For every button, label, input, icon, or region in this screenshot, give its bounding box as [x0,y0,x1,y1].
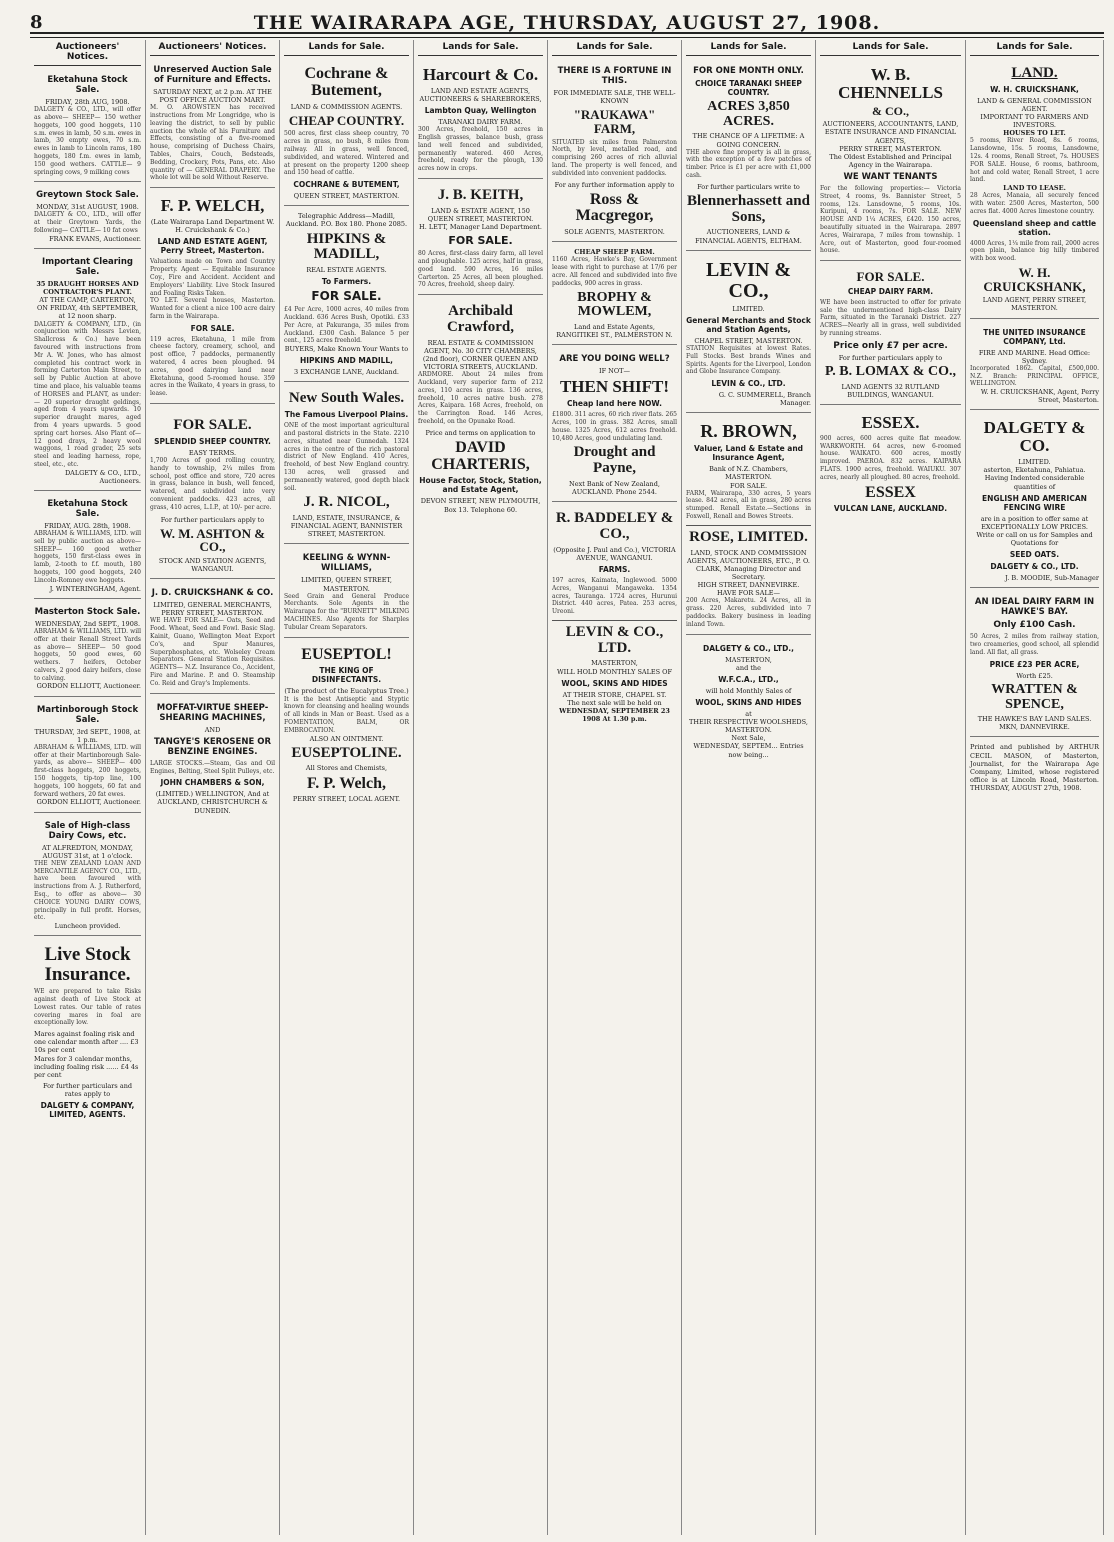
ad-jb-keith [418,182,543,295]
column-6 [682,40,816,1535]
ad-name2: W.F.C.A., LTD., [718,674,779,684]
ad-title: Greytown Stock Sale. [36,190,139,201]
ad-firm: JOHN CHAMBERS & SON, [160,778,265,788]
ad-name: EUSEPTOL! [301,645,392,663]
ad-furniture-auction [150,60,275,188]
ad-cheap-dairy-farm [820,264,961,405]
ad-will: will hold Monthly Sales of [705,686,792,695]
ad-body: THE above fine property is all in grass, with the exception of a few patches of timber. Price is £1 per acre with £1,000 cash. [686,148,811,180]
column-header: Lands for Sale. [284,40,409,56]
ad-date: FRIDAY, 28th AUG, 1908. [45,98,130,106]
ad-firmsub: House Factor, Stock, Station, and Estate Agent, [419,476,542,495]
ad-acres: ACRES 3,850 ACRES. [707,99,790,129]
ad-note: (The product of the Eucalyptus Tree.) [284,687,409,696]
ad-apply: For further particulars apply to [160,515,265,524]
ad-sub: REAL ESTATE AGENTS. [306,266,387,275]
ad-eketahuna-stock-sale [34,70,141,182]
ad-name: HIPKINS & MADILL, [306,230,387,263]
ad-greytown-stock-sale [34,185,141,249]
ad-cheap: Cheap land here NOW. [567,399,662,409]
ad-price: Price only £7 per acre. [833,340,948,351]
ad-r-baddeley [552,505,677,728]
ad-fp-welch [150,191,275,404]
ad-firm: J. R. NICOL, [303,494,390,511]
column-header: Lands for Sale. [418,40,543,56]
ad-body: WE are prepared to take Risks against death of Live Stock at Lowest rates. Our table of rates covering mares in foal are exceptionally low. [34,988,141,1027]
ad-farms: FARMS. [598,564,631,574]
ad-title: Sale of High-class Dairy Cows, etc. [44,820,131,841]
ad-firmsub: PERRY STREET, LOCAL AGENT. [292,795,401,804]
masthead [30,12,1104,34]
ad-date: WEDNESDAY, SEPTEM... Entries now being... [693,742,804,759]
ad-qld-body: 4000 Acres, 1¼ mile from rail, 2000 acres open plain, balance big hilly timbered with box wood. [970,239,1099,263]
ad-name: DALGETY & CO. [983,418,1086,456]
ad-dalgety-wfca [686,638,811,764]
ad-wire: ENGLISH AND AMERICAN FENCING WIRE [982,493,1087,512]
ad-hipkins-madill [284,209,409,382]
ad-firm: DALGETY & CO., LTD. [990,562,1079,572]
ad-sub: FOR IMMEDIATE SALE, THE WELL-KNOWN [553,89,676,106]
ad-footer: ESSEX [865,483,916,501]
ad-imp: IMPORTANT TO FARMERS AND INVESTORS. [980,113,1089,130]
ad-body: M. O. AROWSTEN has received instructions from Mr Longridge, who is leaving the district, to sell by public auction the whole of his Furniture and Effects, consisting of a five-roomed house, comprising of Duchess Chairs, Tables, Chairs, Couch, Bedsteads, Bedding, Crockery, Pots, Pans, etc. Also quantity of — GENERAL DRAPERY. The whole lot will be sold Without Reserve. [150,104,275,182]
ad-next: Next Sale, [731,734,766,743]
divider [686,525,811,526]
column-header: Auctioneers' Notices. [150,40,275,56]
divider [552,620,677,621]
ad-body: 5 rooms, River Road, 8s. 6 rooms, Lansdowne, 15s. 5 rooms, Lansdowne, 12s. 4 rooms, Renall Street, 7s. HOUSES FOR SALE. House, 6 rooms, bathroom, hot and cold water, Renall Street, 1 acre land. [970,137,1099,184]
ad-body: ABRAHAM & WILLIAMS, LTD. will offer at their Renall Street Yards as above— SHEEP— 50 good hoggets, 50 good ewes, 60 wethers. 7 heifers, October calvers, 2 good dairy heifers, close to calving. [34,627,141,682]
ad-firm: BROPHY & MOWLEM, [577,289,652,320]
column-2 [146,40,280,1535]
ad-sub: THE KING OF DISINFECTANTS. [311,666,382,685]
column-8 [966,40,1104,1535]
ad-seed: SEED OATS. [1009,550,1060,560]
ad-wool: WOOL, SKINS AND HIDES [695,697,802,707]
ad-addr: CHAPEL STREET, MASTERTON. [694,336,803,345]
ad-signoff: GORDON ELLIOTT, Auctioneer. [36,798,141,807]
ad-sold: All Stores and Chemists, [305,764,388,773]
ad-firmsub: Next Bank of New Zealand, AUCKLAND. Phone 2544. [569,479,660,497]
ad-title: THERE IS A FORTUNE IN THIS. [557,66,672,86]
ad-firmsub: LAND AGENTS 32 RUTLAND BUILDINGS, WANGANUI. [841,382,940,399]
ad-body: It is the best Antiseptic and Styptic known for cleansing and healing wounds of all kinds in Man or Beast. Used as a FOMENTATION, BALM, OR EMBROCATION. [284,695,409,734]
ad-name: Harcourt & Co. [422,65,539,84]
ad-body: 300 Acres, freehold, 150 acres in English grasses, balance bush, grass land well fenced and subdivided, permanently watered. 460 Acres, freehold, ready for the plough, 130 acres now in crops. [418,126,543,173]
ad-jd-cruickshank [150,582,275,693]
ad-date: WEDNESDAY, SEPTEMBER 23 1908 At 1.30 p.m. [559,706,670,724]
column-header: Lands for Sale. [552,40,677,56]
ad-body: For the following properties:— Victoria Street, 4 rooms, 9s. Bannister Street, 5 rooms, 12s. Lansdowne, 5 rooms, 10s. Kuripuni, 4 rooms, 7s. FOR SALE. NEW HOUSE AND 1¼ ACRES, £420. 150 acres, beautifully situated in the Wairarapa. 2897 Acres, Wairarapa, 7 miles from township. 1 Acre, out of Masterton, good four-roomed house. [820,185,961,255]
ad-body: Having Indented considerable quantities of [984,474,1085,491]
ad-title: CHEAP SHEEP FARM. [574,248,655,257]
ad-title: General Merchants and Stock and Station Agents, [686,315,811,334]
ad-will: WILL HOLD MONTHLY SALES OF [556,667,673,676]
ad-list: 119 acres, Eketahuna, 1 mile from cheese factory, creamery, school, and post office, 7 paddocks, permanently watered, 4 acres been ploughed. 94 acres, good dairying land near Eketahuna, good 5-roomed house. 359 acres in the Waikato, 4 years in grass, to lease. [150,335,275,398]
ad-name: W. H. CRUICKSHANK, [990,84,1079,94]
ad-tele: Telegraphic Address—Madill, Auckland. P.O. Box 180. Phone 2085. [285,212,408,229]
ad-forsale: FOR SALE. [448,234,513,248]
ad-also: ALSO AN OINTMENT. [309,734,384,743]
ad-wh-cruickshank [970,60,1099,319]
ad-sub: MASTERTON, [725,655,772,664]
ad-body: SITUATED six miles from Palmerston North, by level, metalled road, and comprising 260 acres of rich alluvial land. The property is well fenced, and subdivided into convenient paddocks. [552,138,677,177]
ad-addr: Lambton Quay, Wellington [424,106,537,116]
ad-body: DALGETY & COMPANY, LTD., (in conjunction with Messrs Levien, Shallcross & Co.) have been favoured with instructions from Mr A. W. Jones, who has almost completed his contract work in forming Carterton Main Street, to sell by Public Auction at above time and place, his valuable teams of HORSES and PLANT, as under:— 20 superior draught geldings, aged from 4 years upwards. 10 superior draught mares, aged from 4 years upwards. 5 good spring cart horses. Also Plant of— 12 good drays, 2 heavy wool waggons, 1 road grader, 25 sets steel and leading harness, rope, steel, etc., etc. [34,320,141,468]
column-header: Lands for Sale. [970,40,1099,56]
ad-chance: THE CHANCE OF A LIFETIME: A GOING CONCERN. [692,132,805,149]
ad-body: 900 acres, 600 acres quite flat meadow. WARKWORTH. 64 acres, new 6-roomed house. WAIKATO. 600 acres, mostly improved. PAEROA. 832 acres. KAIPARA FLATS. 1900 acres, freehold. WAIUKU. 307 acres, nearly all ploughed. 80 acres, freehold. [820,434,961,481]
ad-worth: Worth £25. [1016,671,1053,680]
ad-agent: W. H. CRUICKSHANK, Agent, Perry Street, Masterton. [980,388,1099,405]
ad-masterton-stock-sale [34,602,141,697]
ad-firm: DAVID CHARTERIS, [431,438,530,473]
ad-at: at [745,709,752,718]
insurance-rate-2: Mares for 3 calendar months, including foaling risk ...... £4 4s per cent [34,1054,139,1079]
ad-firm: LEVIN & CO., LTD. [565,623,664,656]
ad-body: ABRAHAM & WILLIAMS, LTD. will offer at their Martinborough Sale-yards, as above— SHEEP— 400 first-class hoggets, 200 hoggets, 150 hoggets, tip-top line, 100 hoggets, 100 hoggets, 60 fat and forward wethers, 20 fat ewes. [34,743,141,798]
column-7 [816,40,966,1535]
ad-footer: Luncheon provided. [54,922,121,931]
ad-manager: J. B. MOODIE, Sub-Manager [1005,574,1099,583]
ad-body: ONE of the most important agricultural and pastoral districts in the State. 2210 acres, situated near Gunnedah. 1324 acres in the centre of the rich pastoral district of New England. 410 Acres, freehold, of best New England country. 130 acres, well grassed and permanently watered, good depth black soil. [284,422,409,492]
ad-sub: LAND AND ESTATE AGENTS, AUCTIONEERS & SHAREBROKERS, [419,86,542,103]
ad-body: FARM, Wairarapa, 330 acres, 5 years lease. 842 acres, all in grass, 280 acres stumped. Renall Estate.—Sections in Foxwell, Renall and Bowes Streets. [686,489,811,521]
ad-footer: For further particulars and rates apply to [42,1081,133,1099]
ad-body: ABRAHAM & WILLIAMS, LTD. will sell by public auction as above— SHEEP— 160 good wether hoggets, 150 first-class ewes in lamb, 2-tooth to f.f. mouth, 180 hoggets, 100 good hoggets, 240 Lincoln-Romney ewe hoggets. [34,530,141,584]
ad-forsale: FOR SALE. [311,289,382,304]
ad-sub: LIMITED, QUEEN STREET, MASTERTON. [301,576,392,593]
ad-harcourt [418,60,543,179]
ad-subtitle: 35 DRAUGHT HORSES AND CONTRACTOR'S PLANT. [36,279,139,297]
ad-euseptol [284,641,409,809]
ad-name: J. D. CRUICKSHANK & CO. [151,588,274,599]
ad-body: £1800. 311 acres, 60 rich river flats. 265 Acres, 100 in grass. 382 Acres, small house. 1325 Acres, 612 acres freehold. 10,480 Acres, good undulating land. [552,411,677,442]
ad-footer: BUYERS, Make Known Your Wants to [284,345,409,354]
ad-body: 500 acres, first class sheep country, 70 acres in grass, no bush, 8 miles from railway. All in grass, well fenced, subdivided, and watered. Wintered and at present on the property 1200 sheep and 150 head of cattle. [284,130,409,177]
ad-sub: CHOICE TARANAKI SHEEP COUNTRY. [695,79,802,97]
ad-body: LARGE STOCKS.—Steam, Gas and Oil Engines, Belting, Steel Split Pulleys, etc. [150,759,275,775]
ad-firm: Drought and Payne, [573,444,656,477]
ad-question: ARE YOU DOING WELL? [559,354,670,365]
ad-name: W. B. CHENNELLS [838,65,943,102]
ad-name: R. BADDELEY & CO., [555,510,674,542]
ad-title: FOR ONE MONTH ONLY. [693,66,804,76]
ad-title: LAND AND ESTATE AGENT, Perry Street, Masterton. [157,237,268,256]
ad-shearing-machines [150,697,275,820]
ad-sub: The Famous Liverpool Plains. [284,410,409,420]
ad-firmsub: QUEEN STREET, MASTERTON. [293,192,400,201]
ad-keeling-wynn-williams [284,547,409,637]
ad-firmsub: 3 EXCHANGE LANE, Auckland. [294,368,399,377]
ad-wb-chennells [820,60,961,261]
ad-firm: Blennerhassett and Sons, [687,192,810,225]
ad-where: THEIR RESPECTIVE WOOLSHEDS, MASTERTON. [689,718,808,735]
ad-title: Martinborough Stock Sale. [36,704,139,725]
ad-name: LEVIN & CO., [705,258,791,302]
ad-dalgety-fencing-wire [970,413,1099,588]
ad-manager: G. C. SUMMERELL, Branch Manager. [718,391,811,408]
ad-title: LAND. [1011,65,1058,81]
ad-name2: EUSEPTOLINE. [291,744,402,761]
ad-firmsub: LAND AGENT, PERRY STREET, MASTERTON. [982,296,1087,313]
imprint: Printed and published by ARTHUR CECIL MASON, of Masterton, Journalist, for the Wairarapa Age Company, Limited, whose registered office is at Lincoln Road, Masterton. THURSDAY, AUGUST 27th, 1908. [970,743,1099,793]
ad-want: WE WANT TENANTS [843,172,938,183]
ad-addr: Bank of N.Z. Chambers, MASTERTON. [709,465,788,482]
ad-taranaki-sheep-country [686,60,811,251]
ad-addr2: HIGH STREET, DANNEVIRKE. [697,581,800,590]
ad-title: AN IDEAL DAIRY FARM IN HAWKE'S BAY. [974,597,1095,618]
ad-date: MONDAY, 31st AUGUST, 1908. [36,203,139,212]
ad-sub2: H. LETT, Manager Land Department. [419,223,542,231]
ad-firm: WRATTEN & SPENCE, [991,681,1078,712]
ad-name: New South Wales. [288,390,405,407]
ad-next: The next sale will be held on [567,698,662,707]
ad-name: THE UNITED INSURANCE COMPANY, Ltd. [983,327,1086,346]
ad-name: KEELING & WYNN-WILLIAMS, [302,553,391,574]
ad-body: WE HAVE FOR SALE— Oats, Seed and Food. Wheat, Seed and Fowl. Basic Slag. Kainit, Guano, Wellington Meat Export Co's, and Spur Manures, Superphosphates, etc. Wolseley Cream Separators. General Station Requisites. AGENTS— N.Z. Insurance Co., Accident, Fire and Marine. P. and O. Steamship Co. Reid and Gray's Implements. [150,617,275,687]
column-header: Auctioneers' Notices. [34,40,141,66]
ad-name: Cochrane & Butement, [304,65,389,99]
ad-firm: W. H. CRUICKSHANK, [983,265,1086,294]
ad-lease-body: 28 Acres, Manaia, all securely fenced with water. 2500 Acres, Masterton, 500 acres flat. 4000 Acres limestone country. [970,192,1099,215]
ad-name: R. BROWN, [700,421,797,442]
column-4 [414,40,548,1535]
ad-price: PRICE £23 PER ACRE, [989,659,1080,669]
ad-pos: are in a position to offer same at EXCEPTIONALLY LOW PRICES. [980,514,1089,531]
ad-firmsub: AUCTIONEERS, LAND & FINANCIAL AGENTS, ELTHAM. [695,228,802,245]
ad-firmsub: LAND, ESTATE, INSURANCE, & FINANCIAL AGENT, BANNISTER STREET, MASTERTON. [290,514,403,539]
ad-cochrane-butement [284,60,409,206]
masthead-rule [30,37,1104,38]
ad-addr2: DEVON STREET, NEW PLYMOUTH, Box 13. Telephone 60. [420,497,541,514]
ad-body: Valuations made on Town and Country Property. Agent — Equitable Insurance Coy., Fire and Accident. Accident and Employers' Liability. Live Stock Insured and Foaling Risks Taken. [150,258,275,297]
ad-signoff: GORDON ELLIOTT, Auctioneer. [36,682,141,691]
ad-ifnot: IF NOT— [599,367,630,376]
ad-oldest: The Oldest Established and Principal Agency in the Wairarapa. [829,152,952,169]
ad-martinborough-stock-sale [34,700,141,813]
ad-signoff: FRANK EVANS, Auctioneer. [49,234,141,243]
ad-eketahuna-stock-sale-2 [34,494,141,599]
ad-shift: THEN SHIFT! [559,377,670,397]
ad-title: FOR SALE. [173,417,252,434]
ad-firm: COCHRANE & BUTEMENT, [293,180,400,190]
ad-title: FOR SALE. [856,269,925,285]
ad-date: FRIDAY, AUG. 28th, 1908. [44,521,131,530]
ad-cheap-sheep-farm [552,245,677,345]
ad-line1: MOFFAT-VIRTUE SHEEP-SHEARING MACHINES, [156,702,269,723]
ad-sub: LIMITED. [732,304,765,313]
ad-sub: LAND & ESTATE AGENT, 150 QUEEN STREET, MASTERTON. [427,206,534,223]
ad-body: £4 Per Acre, 1000 acres, 40 miles from Auckland. 636 Acres Bush, Opotiki. £33 Per Acre, at Pakuranga, 35 miles from Auckland. £300 Cash. Balance 5 per cent., 125 acres freehold. [284,306,409,345]
ad-footer: For any further information apply to [554,180,675,189]
ad-firm: W. M. ASHTON & CO., [159,525,266,555]
ad-firmsub: THE HAWKE'S BAY LAND SALES. MKN, DANNEVIRKE. [977,715,1092,732]
column-header: Lands for Sale. [820,40,961,56]
ad-sub: (Late Wairarapa Land Department W. H. Cruickshank & Co.) [150,218,275,235]
ad-essex [820,408,961,521]
ad-live-stock-insurance [34,939,141,1127]
ad-sub: CHEAP DAIRY FARM. [847,286,934,296]
ad-signoff: DALGETY & CO., LTD., Auctioneers. [64,468,141,485]
column-header: Lands for Sale. [686,40,811,56]
ad-body: 197 acres, Kaimata, Inglewood. 5000 Acres, Wanganui Mangaweka. 1354 acres, Tauranga. 1724 acres, Hurunui District. 440 acres, Patea. 253 acres, Ureoni. [552,576,677,616]
ad-title: CHEAP COUNTRY. [288,112,405,128]
ad-name: "RAUKAWA" FARM, [573,107,656,136]
ad-firm: LEVIN & CO., LTD. [711,379,786,389]
page-number: 8 [30,12,43,33]
ad-tolet: TO LET. Several houses, Masterton. Wanted for a client a nice 100 acre dairy farm in the Wairarapa. [150,297,275,320]
ad-body: 1,700 Acres of good rolling country, handy to township, 2¼ miles from school, post office and store, 720 acres in grass, balance in bush, well fenced, watered, and subdivided into very convenient paddocks. 423 acres, all grass, 410 acres, L.I.P., at 10/- per acre. [150,456,275,511]
ad-to: To Farmers. [321,277,372,287]
ad-name: F. P. WELCH, [160,196,265,216]
ad-date: AT ALFREDTON, MONDAY, AUGUST 31st, at 1 o'clock. [41,843,133,860]
ad-lease: LAND TO LEASE. [1003,184,1066,193]
ad-date: SATURDAY NEXT, at 2 p.m. AT THE POST OFFICE AUCTION MART. [153,88,272,105]
ad-title: Masterton Stock Sale. [34,606,141,617]
ad-body: 80 Acres, first-class dairy farm, all level and ploughable. 125 acres, half in grass, good land. 590 Acres, 16 miles Carterton. 25 Acres, all been ploughed. 70 Acres, freehold, sheep dairy. [418,250,543,289]
ad-date: AT THE CAMP, CARTERTON, ON FRIDAY, 4th SEPTEMBER, at 12 noon sharp. [36,296,139,321]
ad-title: Eketahuna Stock Sale. [47,75,128,95]
ad-line2: AND [204,725,221,734]
ad-firmsub: LAND, STOCK AND COMMISSION AGENTS, AUCTIONEERS, ETC., P. O. CLARK, Managing Director and Secretary. [686,548,811,581]
ad-body: THE NEW ZEALAND LOAN AND MERCANTILE AGENCY CO., LTD., have been favoured with instructions from A. J. Rutherford, Esq., to offer as above— 30 CHOICE YOUNG DAIRY COWS, principally in full profit. Horses, etc. [34,859,141,922]
ad-sub: LIMITED. [1018,458,1051,467]
ad-signoff: DALGETY & COMPANY, LIMITED, AGENTS. [40,1101,135,1120]
ad-firm: P. B. LOMAX & CO., [825,363,956,379]
ad-forsale: FOR SALE. [190,323,235,333]
ad-sub: (Opposite J. Paul and Co.), VICTORIA AVENUE, WANGANUI. [553,545,676,562]
ad-write: Write or call on us for Samples and Quotations for [976,530,1093,548]
ad-sub: FIRE AND MARINE. Head Office: Sydney. [978,348,1091,365]
ad-title: Important Clearing Sale. [42,256,133,277]
ad-qld: Queensland sheep and cattle station. [972,218,1097,237]
ad-name: Archibald Crawford, [446,303,515,335]
ad-body: 1160 Acres, Hawke's Bay, Government lease with right to purchase at 17/6 per acre. All fenced and subdivided into five paddocks, 900 acres in grass. [552,256,677,287]
ad-body: DALGETY & CO., LTD., will offer as above— SHEEP— 150 wether hoggets, 100 good hoggets, 110 s.m. ewes in lamb, 50 s.m. ewes in lamb, 30 empty ewes, 70 s.m. ewes in lamb to Lincoln rams, 180 hoggets, 180 f.m. ewes in lamb, 150 good wethers. CATTLE— 9 springing cows, 9 milking cows [34,106,141,176]
ad-new-south-wales [284,385,409,544]
ad-firmsub: SOLE AGENTS, MASTERTON. [564,228,665,237]
ad-name2: & CO., [872,103,909,118]
ad-addr: VULCAN LANE, AUCKLAND. [833,504,948,514]
ad-then-shift [552,348,677,502]
ad-hawkes-bay-dairy [970,591,1099,737]
ad-line3: TANGYE'S KEROSENE OR BENZINE ENGINES. [153,736,271,757]
ad-title: Live Stock Insurance. [44,944,131,986]
ad-firm: Ross & Macgregor, [575,190,654,225]
ad-only: Only £100 Cash. [993,620,1076,631]
ad-addr: PERRY STREET, MASTERTON. [839,144,942,153]
ad-body: WE have been instructed to offer for private sale the undermentioned high-class Dairy Farm, situated in the Taranaki District. 227 ACRES—Nearly all in grass, well subdivided by running streams. [820,298,961,338]
ad-firm: HIPKINS AND MADILL, [299,356,394,366]
ad-firm: F. P. Welch, [307,774,386,792]
ad-body: Incorporated 1862. Capital, £500,000. N.Z. Branch: PRINCIPAL OFFICE, WELLINGTON. [970,364,1099,388]
ad-firm: ROSE, LIMITED. [689,528,808,545]
ad-firmsub: STOCK AND STATION AGENTS, WANGANUI. [158,556,267,574]
ad-clearing-sale [34,252,141,491]
ad-body: ARDMORE. About 24 miles from Auckland, very superior farm of 212 acres, 110 acres in grass. 136 acres, freehold, 10 acres native bush. 278 Acres, Kaipara. 168 Acres, freehold, on the Carrington Road. 146 Acres, freehold, on the Opunake Road. [418,371,543,425]
column-5 [548,40,682,1535]
ad-sub: SPLENDID SHEEP COUNTRY. [154,436,271,446]
ad-body: Seed Grain and General Produce Merchants. Sole Agents in the Wairarapa for the "BURNETT" MILKING MACHINES. Also Agents for Sharples Tubular Cream Separators. [284,592,409,631]
ad-firmsub: (LIMITED.) WELLINGTON, And at AUCKLAND, CHRISTCHURCH & DUNEDIN. [155,790,270,815]
ad-body: DALGETY & CO., LTD., will offer at their Greytown Yards, the following— CATTLE— 10 fat cows [34,211,141,235]
column-1 [30,40,146,1535]
ad-body: 50 Acres, 2 miles from railway station, two creameries, good school, all splendid land. All flat, all grass. [970,633,1099,656]
ad-footer: Price and terms on application to [425,428,536,437]
ad-date: WEDNESDAY, 2nd SEPT., 1908. [34,619,141,628]
ad-forsale: FOR SALE. [729,481,768,490]
ad-united-insurance [970,322,1099,411]
ad-sub: LAND & COMMISSION AGENTS. [290,102,403,111]
ad-body: STATION Requisites at lowest Rates. Full Stocks. Best brands Wines and Spirits. Agents for the Liverpool, London and Globe Insurance Company. [686,344,811,376]
ad-name: DALGETY & CO., LTD., [703,643,794,653]
ad-firmsub: MASTERTON, [591,659,638,668]
ad-title: Eketahuna Stock Sale. [47,498,128,519]
ad-r-brown [686,416,811,634]
ad-sub: REAL ESTATE & COMMISSION AGENT, No. 30 CITY CHAMBERS, (2nd floor), CORNER QUEEN AND VICTORIA STREETS, AUCKLAND. [422,338,539,371]
ad-at: AT THEIR STORE, CHAPEL ST. [562,690,667,699]
ad-sub: AUCTIONEERS, ACCOUNTANTS, LAND, ESTATE INSURANCE AND FINANCIAL AGENTS, [822,120,959,145]
ad-houses: HOUSES TO LET. [1003,129,1066,138]
ad-have: HAVE FOR SALE— [716,589,781,598]
ad-terms: EASY TERMS. [188,448,237,457]
ad-and: and the [736,663,761,672]
ad-firmsub: Land and Estate Agents, RANGITIKEI ST., PALMERSTON N. [556,323,673,340]
insurance-rate-1: Mares against foaling risk and one calendar month after .... £3 10s per cent [34,1030,139,1055]
newspaper-title: THE WAIRARAPA AGE, THURSDAY, AUGUST 27, 1908. [253,12,881,34]
ad-sheep-country [150,407,275,579]
ad-date: THURSDAY, 3rd SEPT., 1908, at 1 p.m. [34,727,141,744]
column-3 [280,40,414,1535]
ad-signoff: J. WINTERINGHAM, Agent. [49,584,141,593]
ad-title: ESSEX. [861,412,920,432]
ad-sub: LIMITED, GENERAL MERCHANTS, PERRY STREET, MASTERTON. [153,601,272,618]
ad-wool: WOOL, SKINS AND HIDES [561,678,668,688]
ad-levin-co [686,254,811,414]
ad-dairy-cows-sale [34,816,141,937]
ad-sub: Valuer, Land & Estate and Insurance Agent, [693,444,804,463]
ad-sub: LAND & GENERAL COMMISSION AGENT. [977,96,1092,113]
ad-archibald-crawford [418,298,543,519]
ad-addr: asterton, Eketahuna, Pahiatua. [983,466,1086,475]
ad-title: Unreserved Auction Sale of Furniture and Effects. [153,65,272,85]
ad-list: 200 Acres, Makaretu. 24 Acres, all in grass. 220 Acres, subdivided into 7 paddocks. Bakery business in leading inland Town. [686,597,811,628]
ad-name: J. B. KEITH, [437,187,524,203]
ad-raukawa-farm [552,60,677,242]
ad-footer: For further particulars write to [697,182,800,191]
ad-footer: For further particulars apply to [838,353,943,362]
ad-title: TARANAKI DAIRY FARM. [438,118,523,127]
